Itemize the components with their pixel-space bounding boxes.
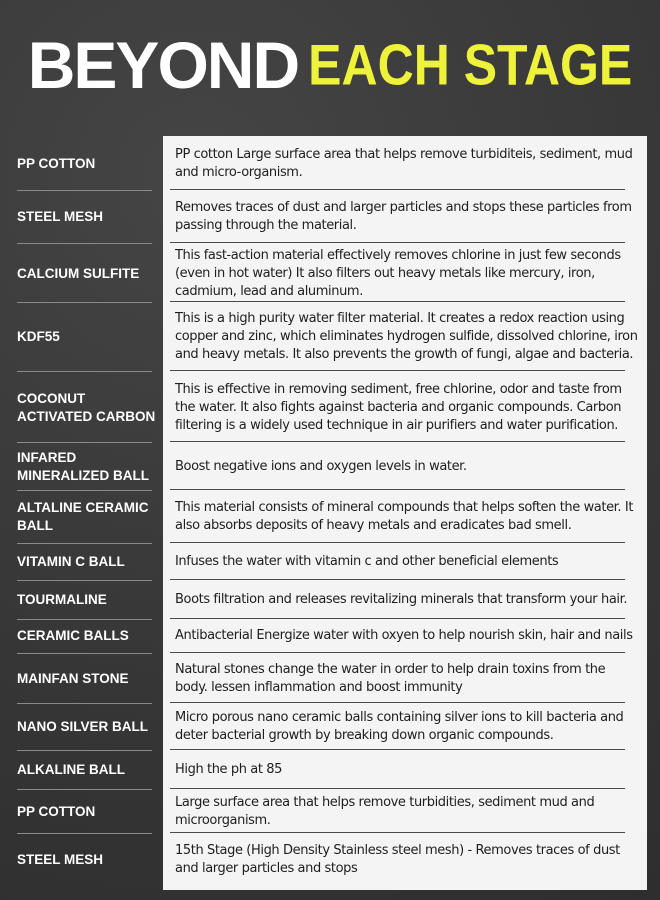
stage-description: Removes traces of dust and larger particles and stops these particles from passing through the material. (175, 200, 632, 233)
label-divider (17, 490, 152, 491)
stage-label: INFARED MINERALIZED BALL (17, 450, 149, 483)
label-divider (17, 190, 152, 191)
stage-label: NANO SILVER BALL (17, 719, 148, 734)
description-divider (170, 579, 625, 580)
label-divider (17, 703, 152, 704)
stage-description: This material consists of mineral compounds that helps soften the water. It also absorbs deposits of heavy metals and eradicates bad smell. (175, 500, 634, 533)
label-divider (17, 750, 152, 751)
description-divider (170, 618, 625, 619)
stage-description: High the ph at 85 (175, 762, 283, 777)
description-divider (170, 652, 625, 653)
description-divider (170, 370, 625, 371)
stage-label: KDF55 (17, 329, 60, 344)
description-divider (170, 441, 625, 442)
stage-label: MAINFAN STONE (17, 670, 129, 686)
stage-label: COCONUT ACTIVATED CARBON (17, 391, 156, 424)
description-divider (170, 242, 625, 243)
stage-label: ALTALINE CERAMIC BALL (17, 500, 149, 533)
stage-description: Boost negative ions and oxygen levels in water. (175, 459, 467, 474)
description-divider (170, 489, 625, 490)
label-divider (17, 833, 152, 834)
description-divider (170, 788, 625, 789)
label-divider (17, 653, 152, 654)
stage-label: PP COTTON (17, 804, 96, 819)
stage-label: CERAMIC BALLS (17, 628, 129, 643)
stage-description: Natural stones change the water in order to help drain toxins from the body. lessen inflammation and boost immunity (175, 661, 606, 695)
page-title (0, 0, 660, 130)
description-divider (170, 832, 625, 833)
label-divider (17, 371, 152, 372)
stage-description: Large surface area that helps remove turbidities, sediment mud and microorganism. (175, 795, 595, 828)
stage-description: This is a high purity water filter material. It creates a redox reaction using copper and zinc, which eliminates hydrogen sulfide, dissolved chlorine, iron and heavy metals. It also prevents the growth of fungi, algae and bacteria. (175, 311, 638, 362)
description-divider (170, 749, 625, 750)
description-divider (170, 702, 625, 703)
stage-label: TOURMALINE (17, 592, 107, 607)
stage-label: STEEL MESH (17, 209, 104, 224)
stage-description: Antibacterial Energize water with oxyen to help nourish skin, hair and nails (175, 628, 633, 643)
stage-description: Infuses the water with vitamin c and other beneficial elements (175, 554, 559, 569)
label-divider (17, 543, 152, 544)
label-divider (17, 619, 152, 620)
description-divider (170, 301, 625, 302)
label-divider (17, 302, 152, 303)
title-each-stage: EACH STAGE (308, 32, 633, 98)
description-divider (170, 189, 625, 190)
stage-label: PP COTTON (17, 156, 96, 171)
label-divider (17, 789, 152, 790)
stage-description: 15th Stage (High Density Stainless steel mesh) - Removes traces of dust and larger particles and stops (175, 843, 620, 876)
stage-label: CALCIUM SULFITE (17, 266, 140, 281)
stage-label: VITAMIN C BALL (17, 554, 125, 569)
stage-description: Micro porous nano ceramic balls containing silver ions to kill bacteria and deter bacterial growth by breaking down organic compounds. (175, 710, 624, 743)
label-divider (17, 442, 152, 443)
description-divider (170, 542, 625, 543)
stage-description: Boots filtration and releases revitalizing minerals that transform your hair. (175, 592, 628, 607)
stage-description: This is effective in removing sediment, free chlorine, odor and taste from the water. It also fights against bacteria and organic compounds. Carbon filtering is a widely used technique in air purifiers and water purification. (175, 382, 622, 433)
title-beyond: BEYOND (27, 28, 299, 102)
stage-description: This fast-action material effectively removes chlorine in just few seconds (even in hot water) It also filters out heavy metals like mercury, iron, cadmium, lead and aluminum. (175, 248, 621, 299)
stage-label: STEEL MESH (17, 852, 104, 867)
label-divider (17, 243, 152, 244)
stage-label: ALKALINE BALL (17, 762, 125, 777)
stage-description: PP cotton Large surface area that helps remove turbiditeis, sediment, mud and micro-organism. (175, 147, 633, 180)
label-divider (17, 580, 152, 581)
